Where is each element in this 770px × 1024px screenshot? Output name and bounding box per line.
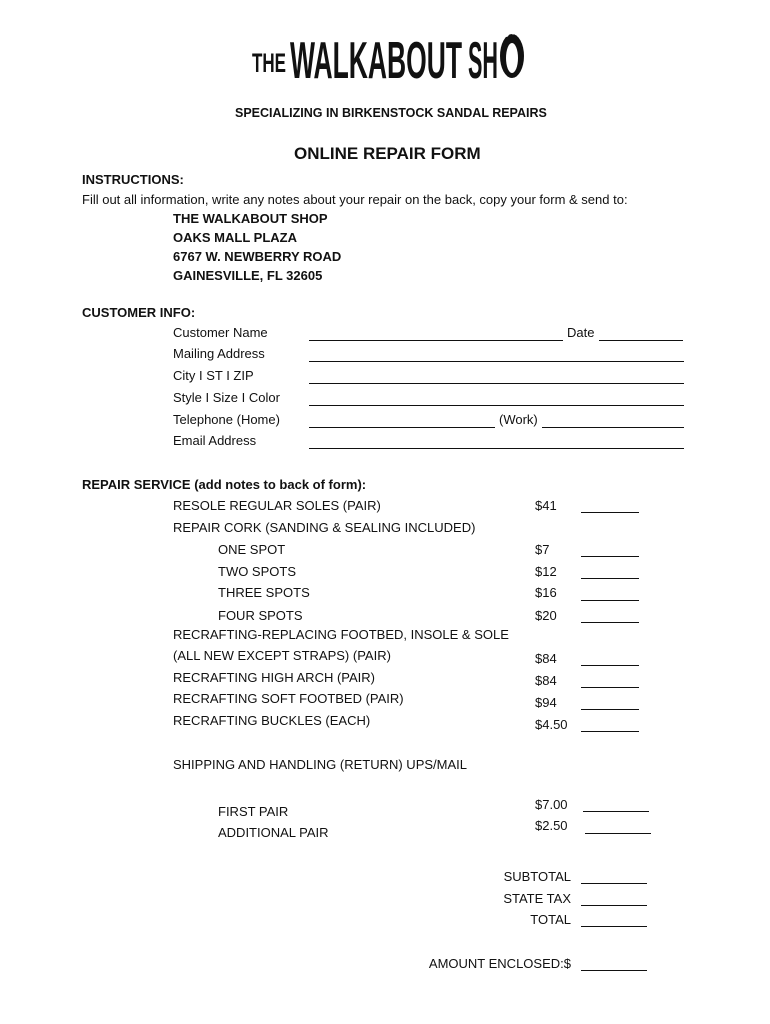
- cork-item-label: THREE SPOTS: [218, 585, 310, 600]
- date-field[interactable]: [599, 340, 683, 341]
- subtotal-label: SUBTOTAL: [503, 869, 571, 884]
- walkabout-shop-logo: [250, 18, 530, 89]
- recraft-item-qty-field[interactable]: [581, 687, 639, 688]
- recraft-item-price: $94: [535, 695, 557, 710]
- subtotal-field[interactable]: [581, 883, 647, 884]
- repair-service-heading: REPAIR SERVICE (add notes to back of form):: [82, 477, 367, 492]
- state-tax-field[interactable]: [581, 905, 647, 906]
- work-phone-label: (Work): [499, 412, 538, 427]
- svg-text:THE: THE: [252, 48, 286, 78]
- city-state-zip-field[interactable]: [309, 383, 684, 384]
- recrafting-heading: RECRAFTING-REPLACING FOOTBED, INSOLE & SOLE: [173, 627, 509, 642]
- customer-info-heading: CUSTOMER INFO:: [82, 305, 196, 320]
- tagline: SPECIALIZING IN BIRKENSTOCK SANDAL REPAIRS: [235, 106, 547, 120]
- repair-cork-heading: REPAIR CORK (SANDING & SEALING INCLUDED): [173, 520, 476, 535]
- resole-qty-field[interactable]: [581, 512, 639, 513]
- total-field[interactable]: [581, 926, 647, 927]
- cork-item-price: $12: [535, 564, 557, 579]
- address-line: GAINESVILLE, FL 32605: [173, 268, 323, 283]
- recraft-item-qty-field[interactable]: [581, 709, 639, 710]
- cork-item-label: TWO SPOTS: [218, 564, 296, 579]
- home-phone-field[interactable]: [309, 427, 495, 428]
- recraft-item-qty-field[interactable]: [581, 731, 639, 732]
- instructions-heading: INSTRUCTIONS:: [82, 172, 184, 187]
- style-size-color-label: Style I Size I Color: [173, 390, 280, 405]
- home-phone-label: Telephone (Home): [173, 412, 280, 427]
- cork-item-qty-field[interactable]: [581, 622, 639, 623]
- address-line: 6767 W. NEWBERRY ROAD: [173, 249, 342, 264]
- cork-item-price: $16: [535, 585, 557, 600]
- total-label: TOTAL: [530, 912, 571, 927]
- recraft-item-price: $4.50: [535, 717, 568, 732]
- additional-pair-price: $2.50: [535, 818, 568, 833]
- city-state-zip-label: City I ST I ZIP: [173, 368, 254, 383]
- recraft-item-label: RECRAFTING SOFT FOOTBED (PAIR): [173, 691, 404, 706]
- recraft-item-label: RECRAFTING HIGH ARCH (PAIR): [173, 670, 375, 685]
- mailing-address-label: Mailing Address: [173, 346, 265, 361]
- address-line: THE WALKABOUT SHOP: [173, 211, 328, 226]
- cork-item-price: $20: [535, 608, 557, 623]
- recraft-item-qty-field[interactable]: [581, 665, 639, 666]
- recraft-item-price: $84: [535, 651, 557, 666]
- customer-name-field[interactable]: [309, 340, 563, 341]
- svg-text:WALKABOUT: WALKABOUT: [290, 32, 463, 84]
- additional-pair-qty-field[interactable]: [585, 833, 651, 834]
- resole-price: $41: [535, 498, 557, 513]
- cork-item-label: FOUR SPOTS: [218, 608, 303, 623]
- resole-label: RESOLE REGULAR SOLES (PAIR): [173, 498, 381, 513]
- instructions-text: Fill out all information, write any notes about your repair on the back, copy your form & send to:: [82, 192, 628, 207]
- cork-item-price: $7: [535, 542, 550, 557]
- email-field[interactable]: [309, 448, 684, 449]
- work-phone-field[interactable]: [542, 427, 684, 428]
- first-pair-label: FIRST PAIR: [218, 804, 289, 819]
- svg-text:SH: SH: [468, 32, 498, 84]
- first-pair-qty-field[interactable]: [583, 811, 649, 812]
- additional-pair-label: ADDITIONAL PAIR: [218, 825, 329, 840]
- email-label: Email Address: [173, 433, 257, 448]
- cork-item-qty-field[interactable]: [581, 578, 639, 579]
- recraft-item-label: RECRAFTING BUCKLES (EACH): [173, 713, 371, 728]
- customer-name-label: Customer Name: [173, 325, 268, 340]
- recraft-item-label: (ALL NEW EXCEPT STRAPS) (PAIR): [173, 648, 391, 663]
- recraft-item-price: $84: [535, 673, 557, 688]
- first-pair-price: $7.00: [535, 797, 568, 812]
- cork-item-qty-field[interactable]: [581, 556, 639, 557]
- state-tax-label: STATE TAX: [503, 891, 571, 906]
- cork-item-label: ONE SPOT: [218, 542, 286, 557]
- amount-enclosed-label: AMOUNT ENCLOSED:$: [428, 956, 571, 971]
- date-label: Date: [567, 325, 595, 340]
- style-size-color-field[interactable]: [309, 405, 684, 406]
- shipping-heading: SHIPPING AND HANDLING (RETURN) UPS/MAIL: [173, 757, 467, 772]
- mailing-address-field[interactable]: [309, 361, 684, 362]
- address-line: OAKS MALL PLAZA: [173, 230, 297, 245]
- footprint-icon: [500, 30, 524, 79]
- cork-item-qty-field[interactable]: [581, 600, 639, 601]
- form-title: ONLINE REPAIR FORM: [294, 144, 481, 163]
- amount-enclosed-field[interactable]: [581, 970, 647, 971]
